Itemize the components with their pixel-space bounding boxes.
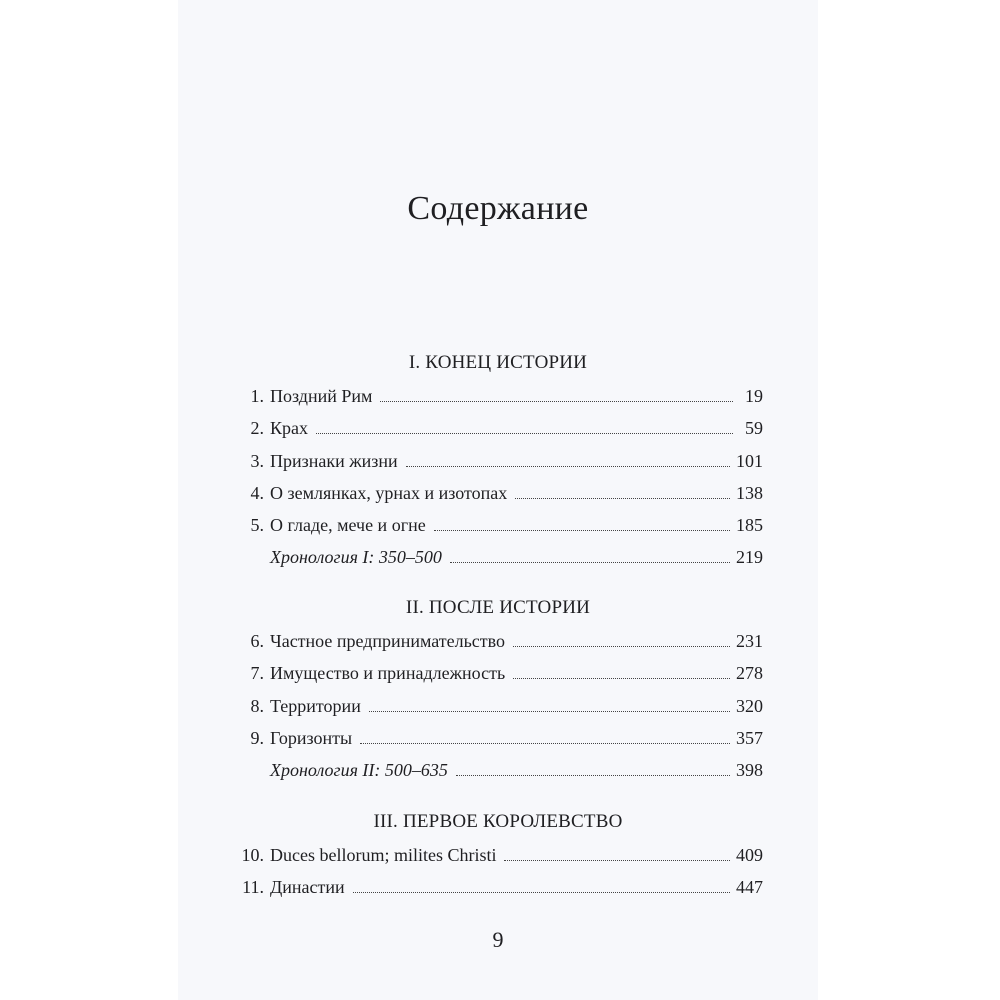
- toc-entry[interactable]: [238, 728, 763, 754]
- part-heading-3: III. ПЕРВОЕ КОРОЛЕВСТВО: [373, 811, 623, 832]
- entry-title: О землянках, урнах и изотопах: [270, 483, 508, 503]
- entry-title: Крах: [270, 418, 308, 438]
- entry-title: Имущество и принадлежность: [270, 663, 506, 683]
- entry-number: 9.: [250, 728, 264, 748]
- toc-entry[interactable]: [238, 877, 763, 903]
- page-title: Содержание: [407, 190, 589, 227]
- toc-entry[interactable]: [238, 483, 763, 509]
- entry-title: Хронология II: 500–635: [270, 760, 448, 780]
- dot-leader: [456, 775, 730, 776]
- entry-page-number: 409: [736, 845, 763, 865]
- entry-page-number: 231: [736, 631, 763, 651]
- dot-leader: [434, 530, 730, 531]
- entry-number: 1.: [250, 386, 264, 406]
- toc-entry[interactable]: [238, 515, 763, 541]
- book-page: [178, 0, 818, 1000]
- entry-title: Частное предпринимательство: [270, 631, 506, 651]
- entry-page-number: 447: [736, 877, 763, 897]
- toc-entry[interactable]: [238, 845, 763, 871]
- entry-title: Горизонты: [270, 728, 353, 748]
- entry-number: 5.: [250, 515, 264, 535]
- entry-page-number: 357: [736, 728, 763, 748]
- toc-entry[interactable]: [238, 451, 763, 477]
- dot-leader: [369, 711, 730, 712]
- entry-page-number: 59: [745, 418, 763, 438]
- entry-number: 10.: [241, 845, 264, 865]
- entry-page-number: 398: [736, 760, 763, 780]
- entry-number: 11.: [242, 877, 264, 897]
- entry-title: О гладе, мече и огне: [270, 515, 426, 535]
- entry-number: 7.: [250, 663, 264, 683]
- entry-page-number: 320: [736, 696, 763, 716]
- page-folio-number: 9: [492, 927, 504, 952]
- entry-number: 8.: [250, 696, 264, 716]
- toc-entry[interactable]: [238, 631, 763, 657]
- entry-page-number: 278: [736, 663, 763, 683]
- toc-entry[interactable]: [238, 418, 763, 444]
- entry-page-number: 185: [736, 515, 763, 535]
- entry-page-number: 101: [736, 451, 763, 471]
- toc-entry[interactable]: [238, 386, 763, 412]
- part-heading-2: II. ПОСЛЕ ИСТОРИИ: [405, 597, 591, 618]
- entry-page-number: 19: [745, 386, 763, 406]
- toc-entry[interactable]: [238, 663, 763, 689]
- dot-leader: [504, 860, 730, 861]
- dot-leader: [316, 433, 733, 434]
- entry-page-number: 138: [736, 483, 763, 503]
- dot-leader: [353, 892, 730, 893]
- entry-number: 2.: [250, 418, 264, 438]
- entry-number: 4.: [250, 483, 264, 503]
- entry-title: Территории: [270, 696, 361, 716]
- toc-entry-chronology[interactable]: [238, 760, 763, 786]
- entry-title: Династии: [270, 877, 345, 897]
- dot-leader: [513, 646, 730, 647]
- entry-number: 6.: [250, 631, 264, 651]
- dot-leader: [515, 498, 730, 499]
- toc-entry-chronology[interactable]: [238, 547, 763, 573]
- entry-title: Признаки жизни: [270, 451, 398, 471]
- dot-leader: [513, 678, 730, 679]
- part-heading-1: I. КОНЕЦ ИСТОРИИ: [408, 352, 588, 373]
- dot-leader: [380, 401, 733, 402]
- entry-title: Хронология I: 350–500: [270, 547, 442, 567]
- dot-leader: [360, 743, 730, 744]
- toc-entry[interactable]: [238, 696, 763, 722]
- entry-title: Поздний Рим: [270, 386, 373, 406]
- dot-leader: [406, 466, 730, 467]
- entry-title: Duces bellorum; milites Christi: [270, 845, 497, 865]
- entry-page-number: 219: [736, 547, 763, 567]
- entry-number: 3.: [250, 451, 264, 471]
- dot-leader: [450, 562, 730, 563]
